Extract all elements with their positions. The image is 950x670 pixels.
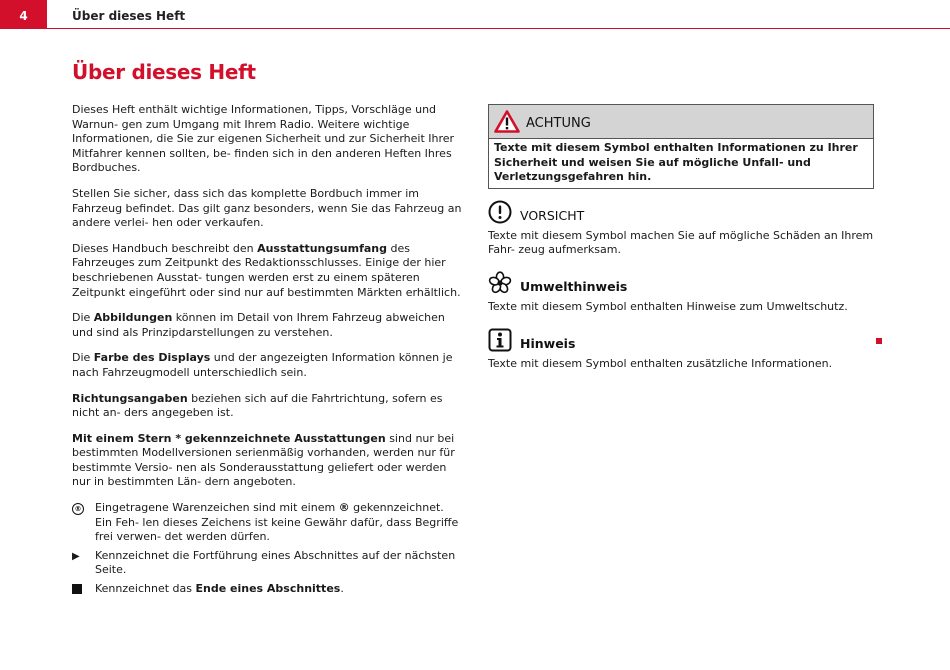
paragraph-stern xyxy=(72,432,462,490)
list-item xyxy=(72,549,462,578)
umwelt-note xyxy=(488,271,874,315)
text-run: Die xyxy=(72,311,94,325)
hinweis-title: Hinweis xyxy=(520,335,576,351)
umwelt-header xyxy=(488,271,874,296)
paragraph-ausstattung xyxy=(72,242,462,300)
vorsicht-note xyxy=(488,200,874,258)
left-column xyxy=(72,103,462,601)
text-run: Dieses Handbuch beschreibt den xyxy=(72,241,258,255)
symbol-legend xyxy=(72,501,462,597)
vorsicht-title: VORSICHT xyxy=(520,207,585,223)
registered-icon: ® xyxy=(72,503,84,515)
text-run: beziehen sich auf die Fahrtrichtung, sofern es nicht an- ders angegeben ist. xyxy=(72,391,443,420)
right-column xyxy=(488,104,874,371)
vorsicht-header xyxy=(488,200,874,225)
bold-term: Ausstattungsumfang xyxy=(257,241,388,255)
text-run: und der angezeigten Information können je nach Fahrzeugmodell unterschiedlich sein. xyxy=(72,351,453,379)
text-run: . xyxy=(340,582,344,596)
exclamation-circle-icon xyxy=(488,200,512,228)
text-run: Die xyxy=(72,351,94,365)
paragraph-abbildungen xyxy=(72,311,462,340)
paragraph-richtung xyxy=(72,392,462,421)
achtung-title: ACHTUNG xyxy=(526,116,591,131)
warning-triangle-icon xyxy=(494,110,520,137)
hinweis-text: Texte mit diesem Symbol enthalten zusätzliche Informationen. xyxy=(488,356,833,370)
umwelt-text: Texte mit diesem Symbol enthalten Hinweise zum Umweltschutz. xyxy=(488,299,848,313)
section-end-marker xyxy=(876,338,882,344)
hinweis-header xyxy=(488,328,874,353)
text-run: des Fahrzeuges zum Zeitpunkt des Redaktionsschlusses. Einige der hier beschriebenen Ausstat- tungen werden erst zu einem späteren Zeitpunkt eingeführt oder sind nur auf bestimmten Märkten erhältlich. xyxy=(72,241,461,299)
achtung-header xyxy=(489,105,873,139)
bold-term: Abbildungen xyxy=(93,311,173,325)
info-icon xyxy=(488,328,512,356)
registered-inline: ® xyxy=(338,501,350,515)
page-title: Über dieses Heft xyxy=(72,60,256,84)
list-item xyxy=(72,501,462,545)
paragraph-bordbuch: Stellen Sie sicher, dass sich das komplette Bordbuch immer im Fahrzeug befindet. Das gilt ganz besonders, wenn Sie das Fahrzeug an andere verlei- hen oder verkaufen. xyxy=(72,186,462,230)
black-square-icon xyxy=(72,584,82,594)
bold-term: Richtungsangaben xyxy=(72,391,188,405)
text-run: Kennzeichnet das xyxy=(95,582,196,596)
paragraph-display xyxy=(72,351,462,380)
bold-term: Farbe des Displays xyxy=(93,351,211,365)
page-number: 4 xyxy=(0,0,47,28)
vorsicht-text: Texte mit diesem Symbol machen Sie auf mögliche Schäden an Ihrem Fahr- zeug aufmerksam. xyxy=(488,228,874,257)
umwelt-title: Umwelthinweis xyxy=(520,278,628,294)
bold-term: Mit einem Stern * gekennzeichnete Ausstattungen xyxy=(72,431,386,445)
paragraph-intro: Dieses Heft enthält wichtige Informationen, Tipps, Vorschläge und Warnun- gen zum Umgang mit Ihrem Radio. Weitere wichtige Informationen, die Sie zur eigenen Sicherheit und zur Sicherheit Ihrer Mitfahrer kennen sollten, be- finden sich in den anderen Heften Ihres Bordbuches. xyxy=(72,103,455,175)
triangle-right-icon: ▶ xyxy=(72,550,80,562)
running-header-title: Über dieses Heft xyxy=(72,9,186,23)
text-run: sind nur bei bestimmten Modellversionen serienmäßig vorhanden, werden nur für bestimmte Versio- nen als Sonderausstattung geliefert oder werden nur in bestimmten Län- dern angeboten. xyxy=(72,431,455,489)
hinweis-note xyxy=(488,328,874,372)
page-header xyxy=(0,0,950,29)
text-run: Kennzeichnet die Fortführung eines Abschnittes auf der nächsten Seite. xyxy=(95,548,456,577)
list-item xyxy=(72,582,462,597)
achtung-text: Texte mit diesem Symbol enthalten Informationen zu Ihrer Sicherheit und weisen Sie auf mögliche Unfall- und Verletzungsgefahren hin. xyxy=(494,141,858,184)
bold-term: Ende eines Abschnittes xyxy=(195,582,341,596)
flower-icon xyxy=(488,271,512,299)
text-run: Eingetragene Warenzeichen sind mit einem xyxy=(95,501,339,515)
text-run: können im Detail von Ihrem Fahrzeug abweichen und sind als Prinzipdarstellungen zu verstehen. xyxy=(72,311,445,339)
text-run: gekennzeichnet. Ein Feh- len dieses Zeichens ist keine Gewähr dafür, dass Begriffe frei verwen- det werden dürfen. xyxy=(95,501,459,544)
achtung-box xyxy=(488,104,874,189)
